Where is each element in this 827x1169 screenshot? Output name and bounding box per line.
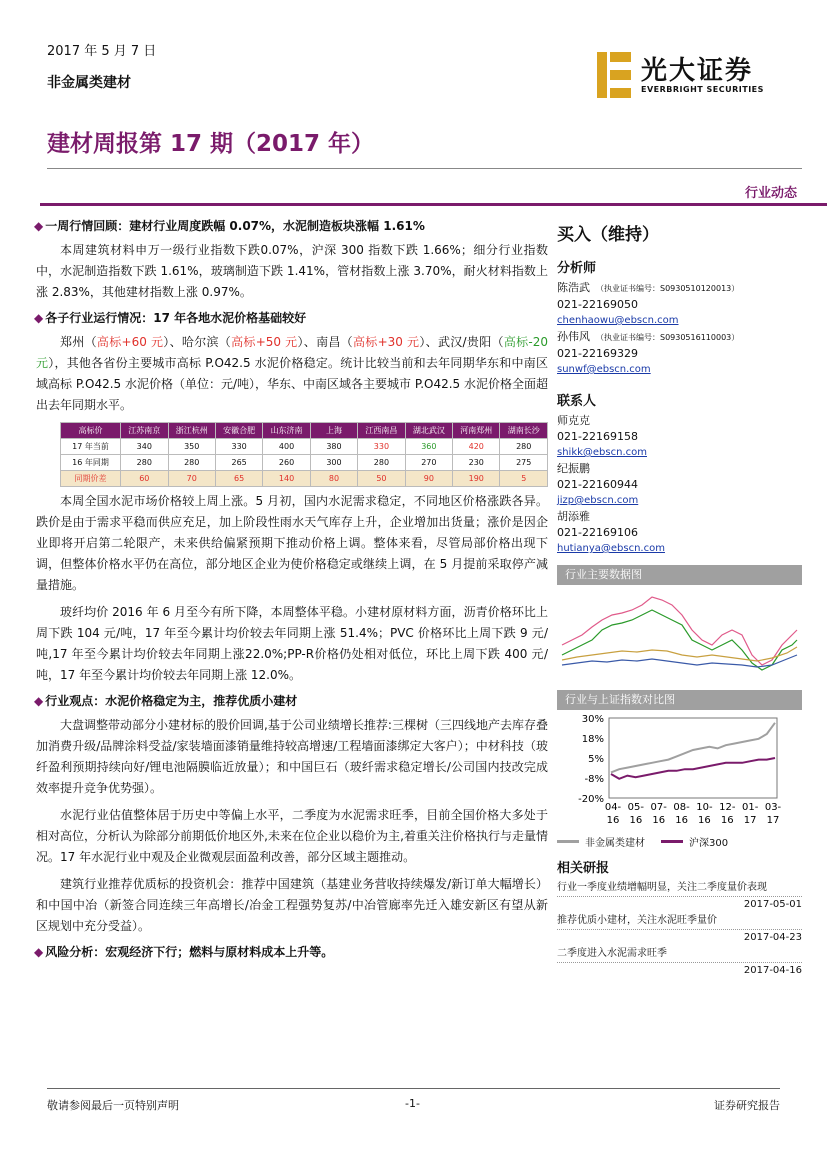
phone: 021-22169050 (557, 298, 638, 311)
related-heading: 相关研报 (557, 861, 610, 876)
email-link[interactable]: chenhaowu@ebscn.com (557, 315, 679, 326)
y-tick-label: 5% (588, 754, 604, 765)
footer-report-type: 证券研究报告 (714, 1099, 780, 1112)
x-tick-label: 16 (652, 815, 666, 826)
table-row: 同期价差 60 70 65 140 80 50 90 190 5 (61, 471, 548, 487)
report-type-tag: 行业动态 (744, 186, 797, 201)
y-tick-label: 18% (581, 734, 604, 745)
x-tick-label: 07- (650, 802, 667, 813)
logo-text-en: EVERBRIGHT SECURITIES (641, 85, 764, 94)
x-tick-label: 04- (604, 802, 622, 813)
phone: 021-22169158 (557, 430, 638, 443)
logo-text-cn: 光大证券 (641, 56, 754, 86)
price-table (60, 422, 548, 487)
legend-swatch-index (661, 840, 683, 844)
chart2-title: 行业与上证指数对比图 (557, 690, 802, 710)
risk-heading: ◆ 风险分析：宏观经济下行；燃料与原材料成本上升等。 (34, 945, 334, 959)
section-heading: ◆ 一周行情回顾：建材行业周度跌幅 0.07%，水泥制造板块涨幅 1.61% (34, 219, 425, 233)
x-tick-label: 17 (743, 815, 757, 826)
paragraph: 郑州（高标+60 元）、哈尔滨（高标+50 元）、南昌（高标+30 元）、武汉/贵阳（高标-20 元），其他各省份主要城市高标 P.O42.5 水泥价格稳定。统计比较当前和去年同期华东和中南区域高标 P.O42.5 水泥价格（单位：元/吨），华东、中南区域各主要城市 P.O42.5 水泥价格全面超出去年同期水平。 (36, 335, 549, 412)
x-tick-label: 16 (675, 815, 688, 826)
x-tick-label: 03- (764, 802, 782, 813)
email-link[interactable]: hutianya@ebscn.com (557, 543, 665, 554)
paragraph: 本周全国水泥市场价格较上周上涨。5 月初，国内水泥需求稳定，不同地区价格涨跌各异。跌价是由于需求平稳而供应充足，加上阶段性雨水天气库存上升，企业增加出货量；涨价是因企业即将开启第二轮限产，未来供给偏紧预期下推动价格上调。整体来看，尽管局部价格出现下调，但整体价格水平仍在高位，部分地区企业为使价格稳定或继续上调，在 5 月提前采取停产减量措施。 (36, 494, 548, 592)
diamond-icon: ◆ (34, 945, 44, 959)
footer-disclaimer: 敬请参阅最后一页特别声明 (47, 1099, 179, 1112)
logo (597, 50, 802, 100)
contact-name: 师克克 (557, 414, 590, 427)
accent-divider (40, 203, 827, 206)
series-line-industry (611, 723, 775, 773)
chart-legend (557, 834, 802, 849)
page-number: -1- (405, 1097, 420, 1110)
report-date: 2017 年 5 月 7 日 (47, 44, 157, 59)
x-tick-label: 16 (629, 815, 643, 826)
main-column (30, 213, 548, 966)
rating: 买入（维持） (557, 225, 659, 245)
diamond-icon: ◆ (34, 219, 44, 233)
x-tick-label: 16 (698, 815, 711, 826)
analyst-heading: 分析师 (557, 261, 597, 276)
page-title: 建材周报第 17 期（2017 年） (47, 131, 375, 157)
x-tick-label: 12- (719, 802, 736, 813)
phone: 021-22169106 (557, 526, 638, 539)
contact-name: 胡添雅 (557, 510, 590, 523)
analyst-entry: 陈浩武 （执业证书编号：S0930510120013） (557, 281, 740, 294)
sidebar (557, 220, 802, 979)
footer-divider (47, 1088, 780, 1089)
logo-mark-icon (597, 52, 631, 98)
x-tick-label: 01- (741, 802, 759, 813)
phone: 021-22169329 (557, 347, 638, 360)
report-date: 2017-05-01 (557, 896, 802, 913)
report-date: 2017-04-23 (557, 929, 802, 946)
y-tick-label: -20% (578, 794, 604, 805)
x-tick-label: 16 (720, 815, 734, 826)
plot-frame (609, 718, 777, 798)
sector-name: 非金属类建材 (47, 75, 131, 91)
legend-label: 沪深300 (689, 838, 729, 849)
x-tick-label: 10- (696, 802, 713, 813)
paragraph: 建筑行业推荐优质标的投资机会：推荐中国建筑（基建业务营收持续爆发/新订单大幅增长）和中国中冶（新签合同连续三年高增长/冶金工程强势复苏/中冶管廊率先迁入雄安新区有望从新区规划中充分受益）。 (36, 877, 548, 933)
email-link[interactable]: jizp@ebscn.com (557, 495, 639, 506)
diamond-icon: ◆ (34, 694, 44, 708)
chart1-title: 行业主要数据图 (557, 565, 802, 585)
industry-data-line-3 (562, 647, 797, 661)
divider (47, 168, 802, 169)
table-header-row: 高标价 江苏南京 浙江杭州 安徽合肥 山东济南 上海 江西南昌 湖北武汉 河南郑州 湖南长沙 (61, 423, 548, 439)
contact-heading: 联系人 (557, 394, 597, 409)
contact-name: 纪振鹏 (557, 462, 590, 475)
report-link[interactable]: 行业一季度业绩增幅明显，关注二季度量价表现 (557, 882, 767, 893)
analyst-entry: 孙伟风 （执业证书编号：S0930516110003） (557, 330, 740, 343)
x-tick-label: 05- (627, 802, 645, 813)
report-link[interactable]: 二季度进入水泥需求旺季 (557, 948, 667, 959)
report-link[interactable]: 推荐优质小建材，关注水泥旺季量价 (557, 915, 717, 926)
legend-swatch-industry (557, 840, 579, 844)
y-tick-label: 30% (581, 714, 604, 725)
x-tick-label: 17 (766, 815, 780, 826)
section-heading: ◆ 行业观点：水泥价格稳定为主，推荐优质小建材 (34, 694, 298, 708)
paragraph: 本周建筑材料申万一级行业指数下跌0.07%，沪深 300 指数下跌 1.66%；细分行业指数中，水泥制造指数下跌 1.61%，玻璃制造下跌 1.41%，管材指数上涨 3.70%，耐火材料指数上涨 2.83%，其他建材指数上涨 0.97%。 (36, 243, 548, 299)
paragraph: 大盘调整带动部分小建材标的股价回调,基于公司业绩增长推荐:三棵树（三四线地产去库存叠加消费升级/品牌涂料受益/家装墙面漆销量维持较高增速/工程墙面漆绑定大客户）；中材科技（玻纤盈利预期持续向好/锂电池隔膜临近放量）；和中国巨石（玻纤需求稳定增长/公司国内技改完成效率提升竞争优势强）。 (36, 718, 548, 795)
report-date: 2017-04-16 (557, 962, 802, 979)
paragraph: 玻纤均价 2016 年 6 月至今有所下降，本周整体平稳。小建材原材料方面，沥青价格环比上周下跌 104 元/吨，17 年至今累计均价较去年同期上涨 51.4%；PVC 价格环比上周下跌 9 元/吨,17 年至今累计均价较去年同期上涨22.0%;PP-R价格仍处相对低位，环比上周下跌 400 元/吨，17 年至今累计均价较去年同期上涨 12.0%。 (36, 605, 548, 682)
y-tick-label: -8% (584, 774, 604, 785)
comparison-chart (557, 710, 802, 830)
x-tick-label: 08- (673, 802, 690, 813)
industry-data-chart (557, 585, 802, 680)
diamond-icon: ◆ (34, 311, 44, 325)
series-line-index (611, 758, 775, 779)
email-link[interactable]: sunwf@ebscn.com (557, 364, 651, 375)
paragraph: 水泥行业估值整体居于历史中等偏上水平，二季度为水泥需求旺季，目前全国价格大多处于相对高位，分析认为除部分前期低价地区外,未来在位企业以稳价为主,着重关注价格执行与走量情况。17 年水泥行业中观及企业微观层面盈利改善，部分区域主题推动。 (36, 808, 548, 864)
legend-label: 非金属类建材 (585, 838, 645, 849)
phone: 021-22160944 (557, 478, 638, 491)
table-row: 16 年同期 280 280 265 260 300 280 270 230 275 (61, 455, 548, 471)
section-heading: ◆ 各子行业运行情况：17 年各地水泥价格基础较好 (34, 311, 307, 325)
x-tick-label: 16 (606, 815, 620, 826)
table-row: 17 年当前 340 350 330 400 380 330 360 420 280 (61, 439, 548, 455)
email-link[interactable]: shikk@ebscn.com (557, 447, 647, 458)
